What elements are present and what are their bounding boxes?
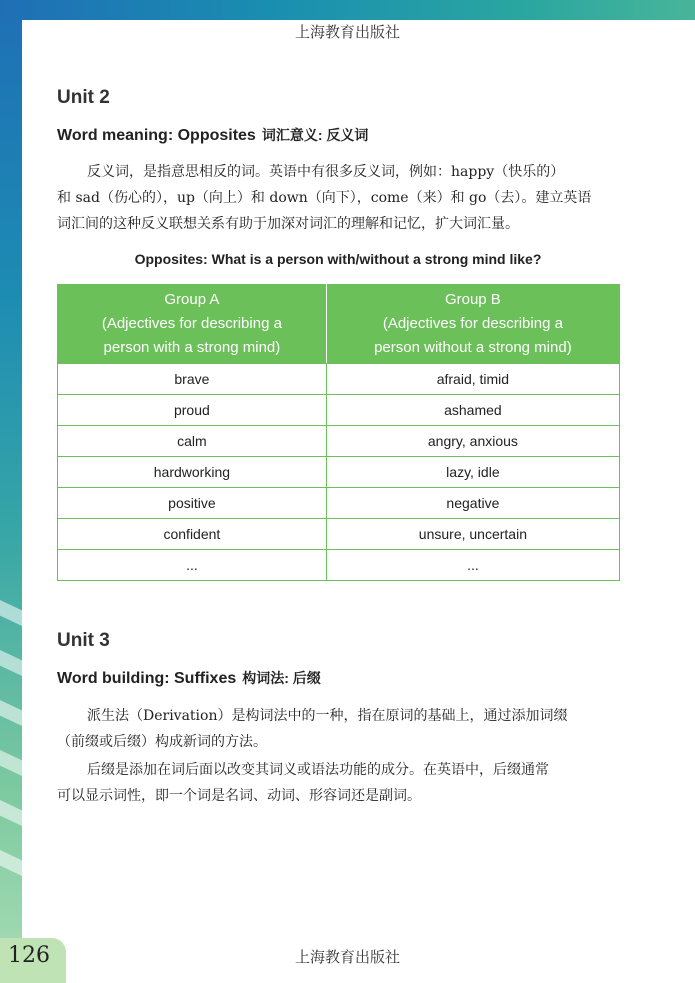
table-cell: confident (58, 519, 327, 550)
unit-2-heading-cn: 词汇意义: 反义词 (261, 127, 369, 143)
table-row (58, 488, 620, 519)
table-cell: angry, anxious (326, 426, 619, 457)
table-cell: ... (326, 550, 619, 581)
stripe-chevron (0, 850, 22, 876)
table-cell: ashamed (326, 395, 619, 426)
publisher-footer: 上海教育出版社 (294, 948, 400, 966)
unit-2-title: Unit 2 (57, 87, 110, 108)
table-cell: positive (58, 488, 327, 519)
unit-2-heading-en: Word meaning: Opposites (57, 127, 256, 144)
table-header-row (58, 285, 620, 364)
unit-3-paragraph-2 (57, 757, 622, 809)
paragraph-line: 词汇间的这种反义联想关系有助于加深对词汇的理解和记忆，扩大词汇量。 (57, 216, 519, 232)
unit-2-paragraph (57, 159, 622, 237)
paragraph-line: 和 sad（伤心的），up（向上）和 down（向下），come（来）和 go（去）。建立英语 (57, 190, 592, 206)
table-row (58, 395, 620, 426)
paragraph-line: （前缀或后缀）构成新词的方法。 (57, 734, 267, 750)
group-b-header (326, 285, 619, 364)
table-cell: negative (326, 488, 619, 519)
opposites-table (57, 284, 620, 581)
side-decoration-stripe (0, 0, 22, 983)
unit-3-heading (57, 668, 321, 688)
header-line: Group A (164, 291, 220, 308)
unit-3-heading-cn: 构词法: 后缀 (242, 670, 321, 686)
header-line: (Adjectives for describing a (101, 315, 282, 332)
top-decoration-bar (0, 0, 695, 20)
table-row (58, 457, 620, 488)
table-cell: proud (58, 395, 327, 426)
header-line: (Adjectives for describing a (382, 315, 563, 332)
unit-2-heading (57, 125, 368, 145)
paragraph-line: 可以显示词性，即一个词是名词、动词、形容词还是副词。 (57, 788, 421, 804)
table-cell: unsure, uncertain (326, 519, 619, 550)
paragraph-line: 反义词，是指意思相反的词。英语中有很多反义词，例如：happy（快乐的） (87, 164, 565, 180)
table-caption: Opposites: What is a person with/without a strong mind like? (134, 251, 542, 267)
table-cell: calm (58, 426, 327, 457)
table-cell: lazy, idle (326, 457, 619, 488)
table-cell: afraid, timid (326, 364, 619, 395)
header-line: Group B (444, 291, 501, 308)
unit-3-title: Unit 3 (57, 630, 110, 651)
stripe-chevron (0, 750, 22, 776)
table-row (58, 550, 620, 581)
unit-3-paragraph-1 (57, 703, 622, 755)
publisher-header: 上海教育出版社 (294, 23, 400, 41)
stripe-chevron (0, 700, 22, 726)
table-row (58, 426, 620, 457)
table-cell: ... (58, 550, 327, 581)
paragraph-line: 后缀是添加在词后面以改变其词义或语法功能的成分。在英语中，后缀通常 (87, 762, 549, 778)
unit-3-heading-en: Word building: Suffixes (57, 670, 237, 687)
table-row (58, 519, 620, 550)
paragraph-line: 派生法（Derivation）是构词法中的一种，指在原词的基础上，通过添加词缀 (87, 708, 568, 724)
table-cell: brave (58, 364, 327, 395)
table-row (58, 364, 620, 395)
header-line: person without a strong mind) (374, 339, 572, 356)
page-number: 126 (8, 943, 50, 968)
group-a-header (58, 285, 327, 364)
stripe-chevron (0, 600, 22, 626)
header-line: person with a strong mind) (103, 339, 281, 356)
table-cell: hardworking (58, 457, 327, 488)
stripe-chevron (0, 800, 22, 826)
stripe-chevron (0, 650, 22, 676)
